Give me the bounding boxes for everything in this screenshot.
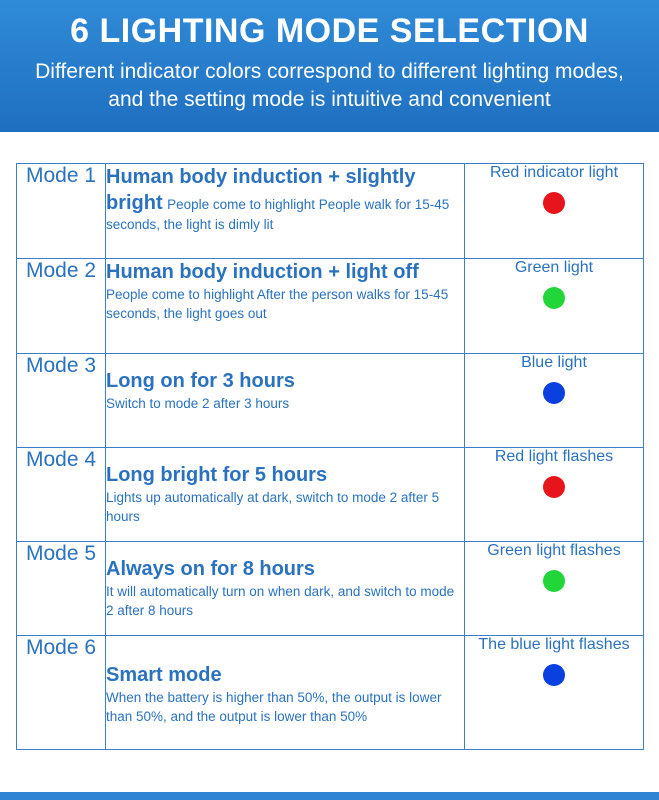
table-row (17, 164, 644, 259)
indicator-cell (465, 636, 644, 750)
mode-heading: Long on for 3 hours (106, 370, 295, 392)
mode-label: Mode 5 (17, 542, 106, 636)
mode-detail: People come to highlight People walk for 15-45 seconds, the light is dimly lit (106, 197, 450, 232)
indicator-cell (465, 448, 644, 542)
mode-detail: Switch to mode 2 after 3 hours (106, 396, 290, 411)
indicator-dot (543, 287, 565, 309)
mode-heading: Always on for 8 hours (106, 558, 315, 580)
indicator-label: Green light flashes (487, 542, 621, 559)
indicator-label: Red indicator light (489, 164, 619, 181)
indicator-cell (465, 259, 644, 354)
indicator-dot (543, 192, 565, 214)
bottom-accent-bar (0, 792, 659, 800)
mode-heading: Smart mode (106, 664, 222, 686)
mode-detail: Lights up automatically at dark, switch to mode 2 after 5 hours (106, 490, 440, 524)
indicator-cell (465, 164, 644, 259)
table-row (17, 636, 644, 750)
table-row (17, 542, 644, 636)
header-banner (0, 0, 659, 132)
indicator-label: The blue light flashes (478, 636, 630, 653)
mode-table (16, 163, 644, 750)
mode-detail: It will automatically turn on when dark, and switch to mode 2 after 8 hours (106, 584, 455, 618)
mode-detail: People come to highlight After the person walks for 15-45 seconds, the light goes out (106, 287, 449, 321)
mode-heading: Human body induction + light off (106, 261, 419, 283)
indicator-dot (543, 382, 565, 404)
page-title: 6 LIGHTING MODE SELECTION (70, 12, 589, 50)
table-row (17, 448, 644, 542)
mode-description (106, 259, 465, 354)
mode-label: Mode 3 (17, 354, 106, 448)
indicator-dot (543, 664, 565, 686)
mode-heading: Long bright for 5 hours (106, 464, 328, 486)
indicator-dot (543, 570, 565, 592)
mode-label: Mode 1 (17, 164, 106, 259)
mode-description (106, 448, 465, 542)
mode-label: Mode 6 (17, 636, 106, 750)
mode-description (106, 164, 465, 259)
table-row (17, 259, 644, 354)
mode-detail: When the battery is higher than 50%, the output is lower than 50%, and the output is lower than 50% (106, 690, 442, 724)
indicator-label: Green light (514, 259, 594, 276)
page-subtitle: Different indicator colors correspond to different lighting modes, and the setting mode is intuitive and convenient (35, 60, 624, 111)
indicator-cell (465, 354, 644, 448)
table-row (17, 354, 644, 448)
indicator-dot (543, 476, 565, 498)
indicator-label: Blue light (521, 354, 587, 371)
mode-heading: Human body induction + slightly bright (106, 166, 416, 214)
mode-label: Mode 4 (17, 448, 106, 542)
mode-description (106, 542, 465, 636)
indicator-label: Red light flashes (494, 448, 614, 465)
mode-label: Mode 2 (17, 259, 106, 354)
indicator-cell (465, 542, 644, 636)
mode-description (106, 636, 465, 750)
mode-description (106, 354, 465, 448)
